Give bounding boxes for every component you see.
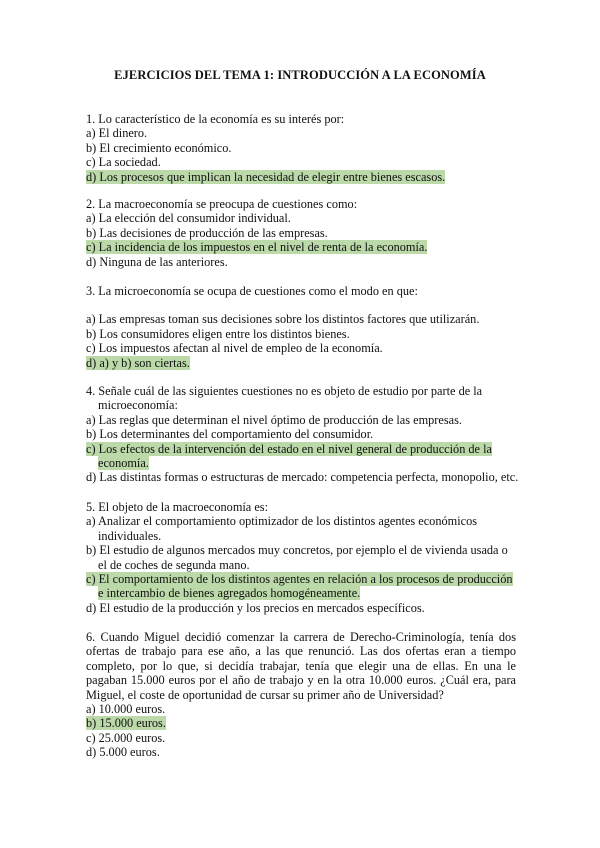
question-2-option-c-highlighted: c) La incidencia de los impuestos en el nivel de renta de la economía.	[86, 240, 428, 255]
question-1-stem: 1. Lo característico de la economía es su interés por:	[86, 112, 345, 126]
question-2-option-d: d) Ninguna de las anteriores.	[86, 254, 228, 269]
question-5-option-a: a) Analizar el comportamiento optimizador de los distintos agentes económicos individuales.	[86, 514, 478, 543]
question-5-option-c-highlighted: c) El comportamiento de los distintos agentes en relación a los procesos de producción e intercambio de bienes agregados homogéneamente.	[86, 572, 513, 601]
document-title: EJERCICIOS DEL TEMA 1: INTRODUCCIÓN A LA ECONOMÍA	[114, 68, 486, 82]
question-4-option-a: a) Las reglas que determinan el nivel óptimo de producción de las empresas.	[86, 412, 462, 427]
question-2	[86, 197, 516, 269]
question-6-option-d: d) 5.000 euros.	[86, 745, 160, 760]
question-2-stem: 2. La macroeconomía se preocupa de cuestiones como:	[86, 197, 358, 211]
question-3-option-d-highlighted: d) a) y b) son ciertas.	[86, 355, 190, 370]
question-3-option-b: b) Los consumidores eligen entre los distintos bienes.	[86, 326, 350, 341]
question-3-option-c: c) Los impuestos afectan al nivel de empleo de la economía.	[86, 341, 383, 356]
question-1-option-b: b) El crecimiento económico.	[86, 140, 232, 155]
question-3	[86, 284, 516, 370]
question-3-option-a: a) Las empresas toman sus decisiones sobre los distintos factores que utilizarán.	[86, 312, 480, 327]
question-1-option-a: a) El dinero.	[86, 126, 148, 141]
question-1	[86, 112, 516, 184]
question-1-option-d-highlighted: d) Los procesos que implican la necesidad de elegir entre bienes escasos.	[86, 169, 446, 184]
question-4-option-d: d) Las distintas formas o estructuras de mercado: competencia perfecta, monopolio, etc.	[86, 470, 519, 485]
question-4-option-c-highlighted: c) Los efectos de la intervención del estado en el nivel general de producción de la economía.	[86, 441, 492, 471]
question-4-option-b: b) Los determinantes del comportamiento del consumidor.	[86, 427, 374, 442]
question-2-option-b: b) Las decisiones de producción de las empresas.	[86, 225, 328, 240]
question-6-option-b-highlighted: b) 15.000 euros.	[86, 716, 166, 731]
question-5	[86, 500, 516, 615]
question-5-stem: 5. El objeto de la macroeconomía es:	[86, 500, 268, 514]
question-1-option-c: c) La sociedad.	[86, 155, 161, 170]
question-6	[86, 630, 516, 760]
question-4	[86, 384, 519, 485]
question-4-stem: 4. Señale cuál de las siguientes cuestiones no es objeto de estudio por parte de la microeconomía:	[86, 384, 483, 413]
question-5-option-d: d) El estudio de la producción y los precios en mercados específicos.	[86, 600, 425, 615]
question-6-option-c: c) 25.000 euros.	[86, 730, 166, 745]
question-6-stem: 6. Cuando Miguel decidió comenzar la carrera de Derecho-Criminología, tenía dos ofertas de trabajo para ese año, a las que renunció. Las dos ofertas eran a tiempo completo, por lo que, si decidía trabajar, tenía que elegir una de ellas. En una le pagaban 15.000 euros por el año de trabajo y en la otra 10.000 euros. ¿Cuál era, para Miguel, el coste de oportunidad de cursar su primer año de Universidad?	[86, 630, 516, 702]
question-2-option-a: a) La elección del consumidor individual.	[86, 211, 291, 226]
question-6-option-a: a) 10.000 euros.	[86, 702, 166, 717]
question-5-option-b: b) El estudio de algunos mercados muy concretos, por ejemplo el de vivienda usada o el de coches de segunda mano.	[86, 543, 508, 572]
question-3-stem: 3. La microeconomía se ocupa de cuestiones como el modo en que:	[86, 284, 418, 298]
